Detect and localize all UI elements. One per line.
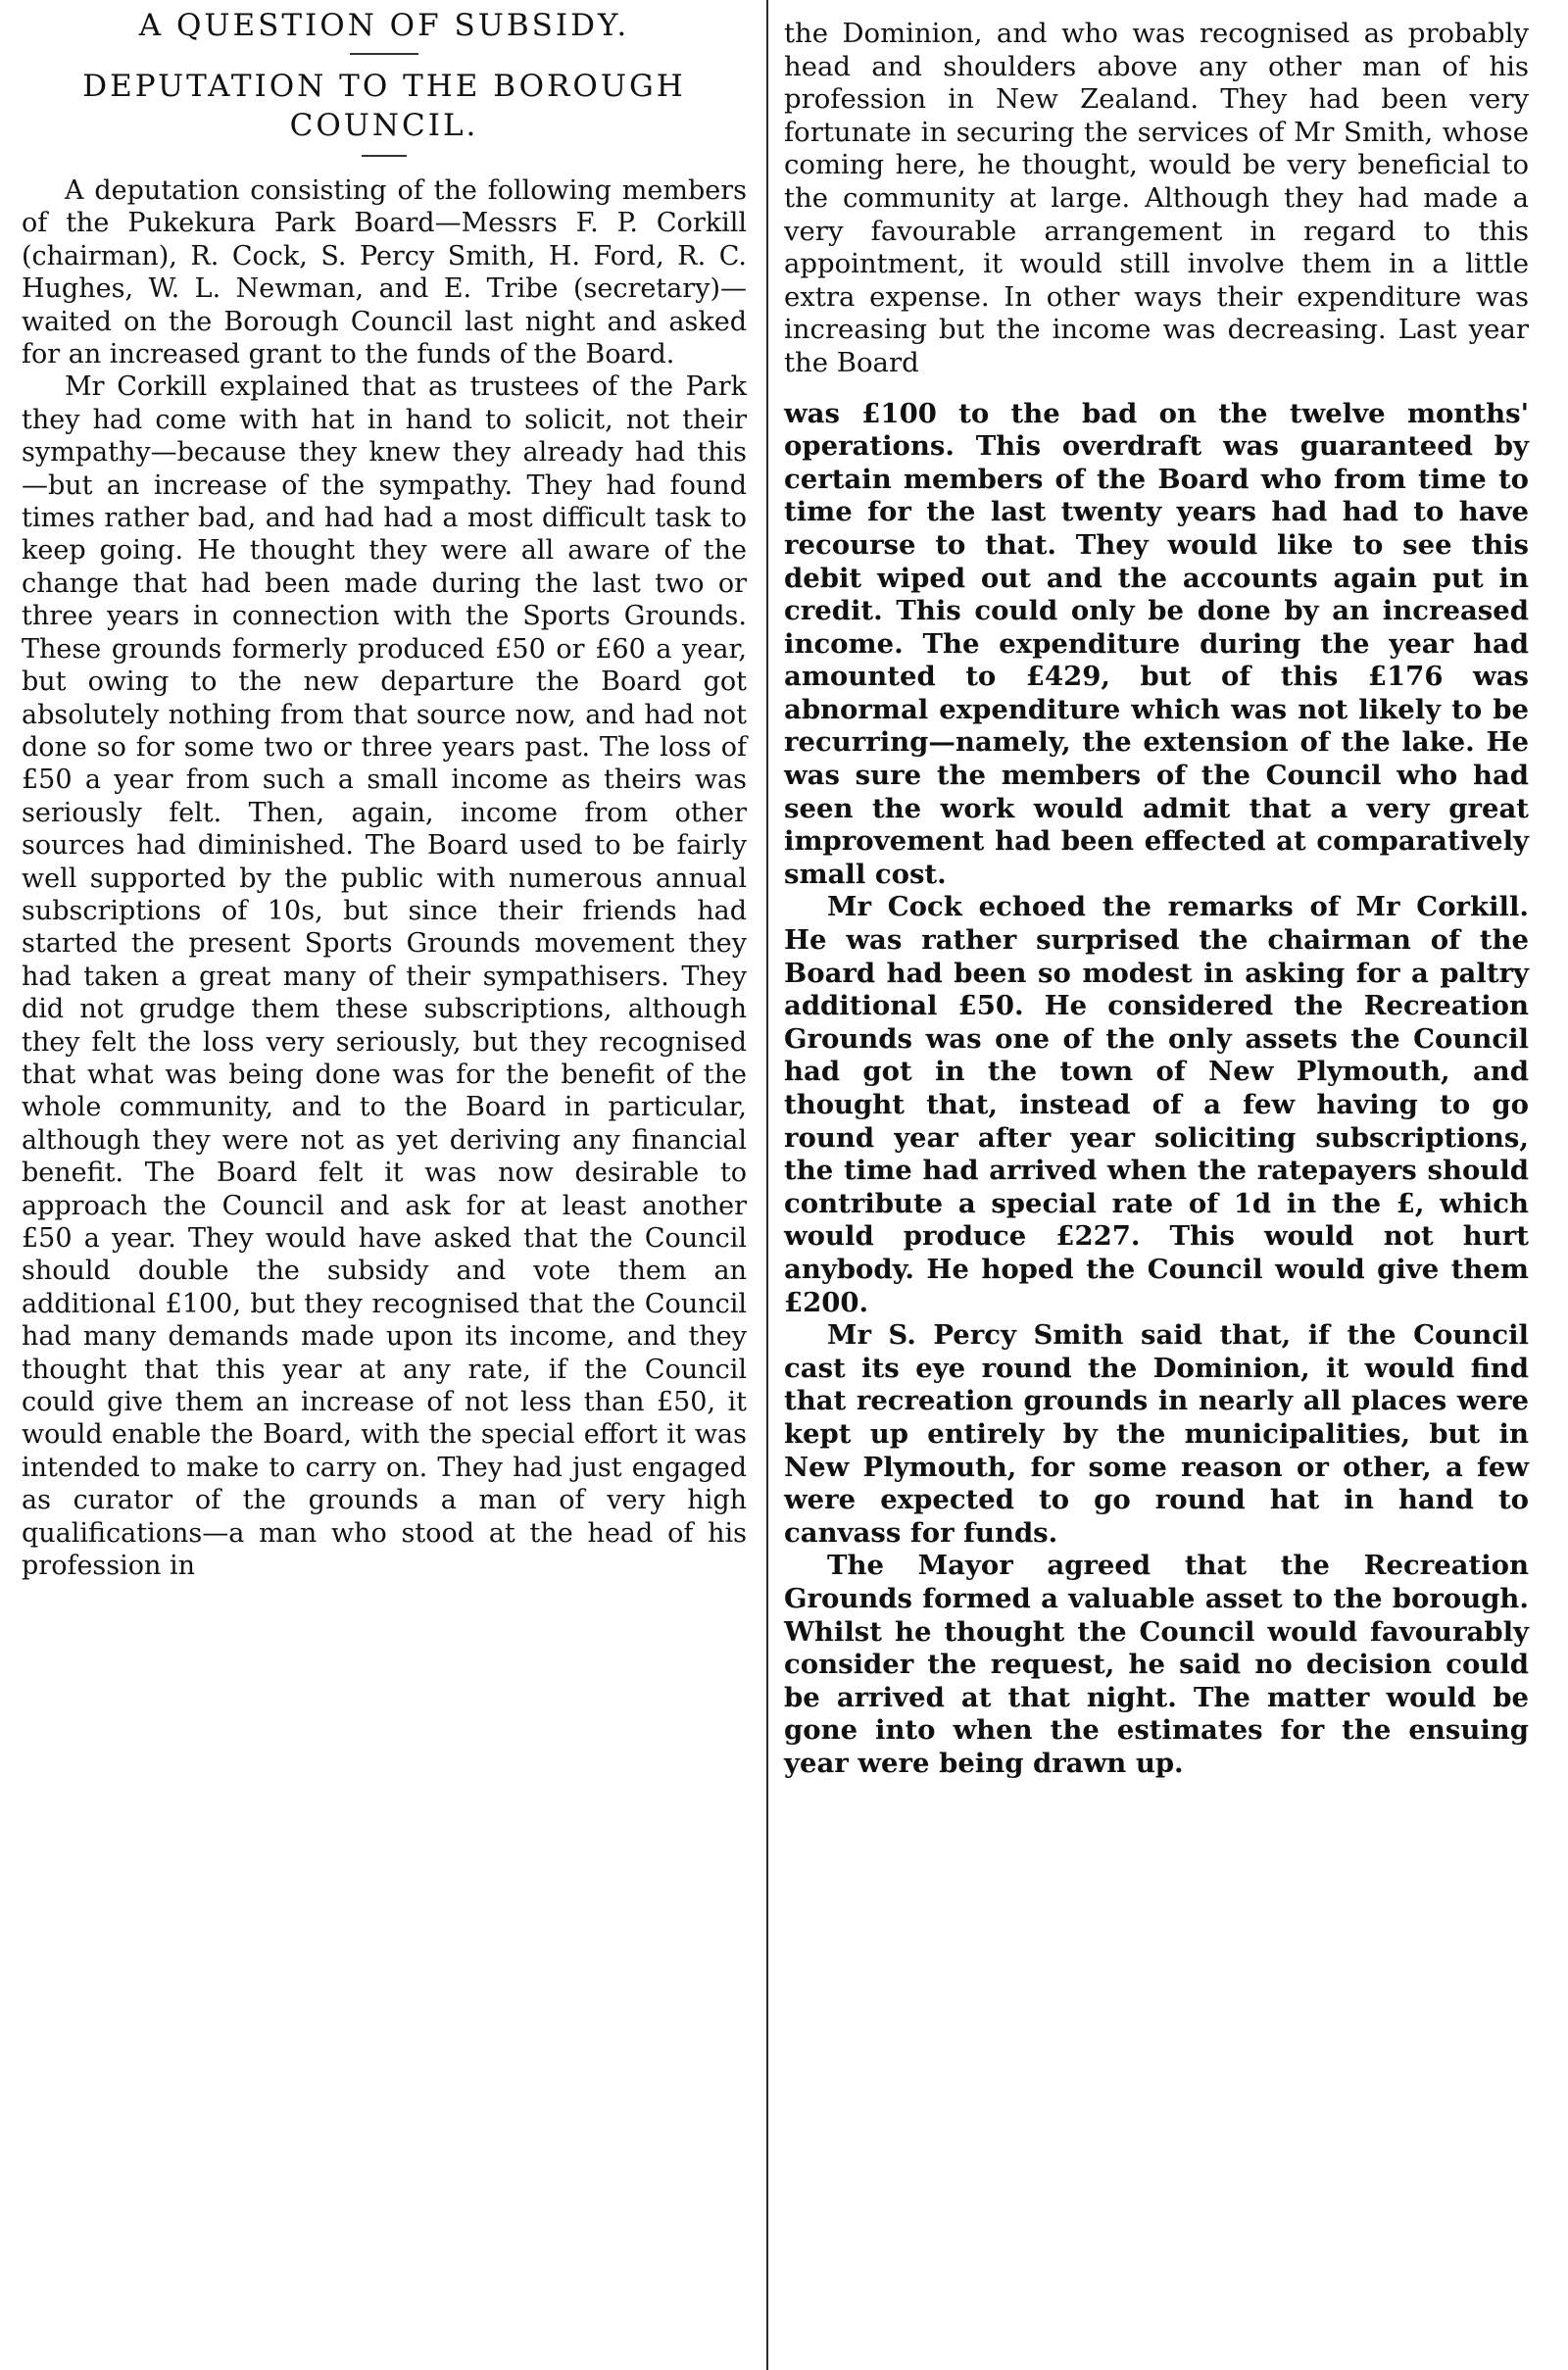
right-column [784, 0, 1529, 2370]
paragraph-smith: Mr S. Percy Smith said that, if the Council cast its eye round the Dominion, it would find that recreation grounds in nearly all places were kept up entirely by the municipalities, but in New Plymouth, for some reason or other, a few were expected to go round hat in hand to canvass for funds. [784, 1319, 1529, 1549]
divider-rule [350, 53, 418, 55]
left-column [22, 0, 747, 2370]
paragraph-deputation: A deputation consisting of the following members of the Pukekura Park Board—Messrs F. P. Corkill (chairman), R. Cock, S. Percy Smith, H. Ford, R. C. Hughes, W. L. Newman, and E. Tribe (secretary)—waited on the Borough Council last night and asked for an increased grant to the funds of the Board. [22, 175, 747, 370]
paragraph-corkill: Mr Corkill explained that as trustees of the Park they had come with hat in hand to solicit, not their sympathy—because they knew they already had this—but an increase of the sympathy. They had found times rather bad, and had had a most difficult task to keep going. He thought they were all aware of the change that had been made during the last two or three years in connection with the Sports Grounds. These grounds formerly produced £50 or £60 a year, but owing to the new departure the Board got absolutely nothing from that source now, and had not done so for some two or three years past. The loss of £50 a year from such a small income as theirs was seriously felt. Then, again, income from other sources had diminished. The Board used to be fairly well supported by the public with numerous annual subscriptions of 10s, but since their friends had started the present Sports Grounds movement they had taken a great many of their sympathisers. They did not grudge them these subscriptions, although they felt the loss very seriously, but they recognised that what was being done was for the benefit of the whole community, and to the Board in particular, although they were not as yet deriving any financial benefit. The Board felt it was now desirable to approach the Council and ask for at least another £50 a year. They would have asked that the Council should double the subsidy and vote them an additional £100, but they recognised that the Council had many demands made upon its income, and they thought that this year at any rate, if the Council could give them an increase of not less than £50, it would enable the Board, with the special effort it was intended to make to carry on. They had just engaged as curator of the grounds a man of very high qualifications—a man who stood at the head of his profession in [22, 371, 747, 1582]
paragraph-mayor: The Mayor agreed that the Recreation Grounds formed a valuable asset to the borough. Whilst he thought the Council would favourably consider the request, he said no decision could be arrived at that night. The matter would be gone into when the estimates for the ensuing year were being drawn up. [784, 1550, 1529, 1779]
column-break [784, 380, 1529, 398]
column-rule [766, 0, 768, 2370]
divider-rule [362, 155, 407, 157]
paragraph-corkill-finances: was £100 to the bad on the twelve months' operations. This overdraft was guaranteed by certain members of the Board who from time to time for the last twenty years had had to have recourse to that. They would like to see this debit wiped out and the accounts again put in credit. This could only be done by an increased income. The expenditure during the year had amounted to £429, but of this £176 was abnormal expenditure which was not likely to be recurring—namely, the extension of the lake. He was sure the members of the Council who had seen the work would admit that a very great improvement had been effected at comparatively small cost. [784, 397, 1529, 890]
paragraph-cock: Mr Cock echoed the remarks of Mr Corkill. He was rather surprised the chairman of the Board had been so modest in asking for a paltry additional £50. He considered the Recreation Grounds was one of the only assets the Council had got in the town of New Plymouth, and thought that, instead of a few having to go round year after year soliciting subscriptions, the time had arrived when the ratepayers should contribute a special rate of 1d in the £, which would produce £227. This would not hurt anybody. He hoped the Council would give them £200. [784, 891, 1529, 1318]
subheadline: DEPUTATION TO THE BOROUGH COUNCIL. [82, 69, 686, 143]
headline: A QUESTION OF SUBSIDY. [138, 8, 630, 43]
paragraph-corkill-continued: the Dominion, and who was recognised as probably head and shoulders above any other man of his profession in New Zealand. They had been very fortunate in securing the services of Mr Smith, whose coming here, he thought, would be very beneficial to the community at large. Although they had made a very favourable arrangement in regard to this appointment, it would still involve them in a little extra expense. In other ways their expenditure was increasing but the income was decreasing. Last year the Board [784, 18, 1529, 378]
